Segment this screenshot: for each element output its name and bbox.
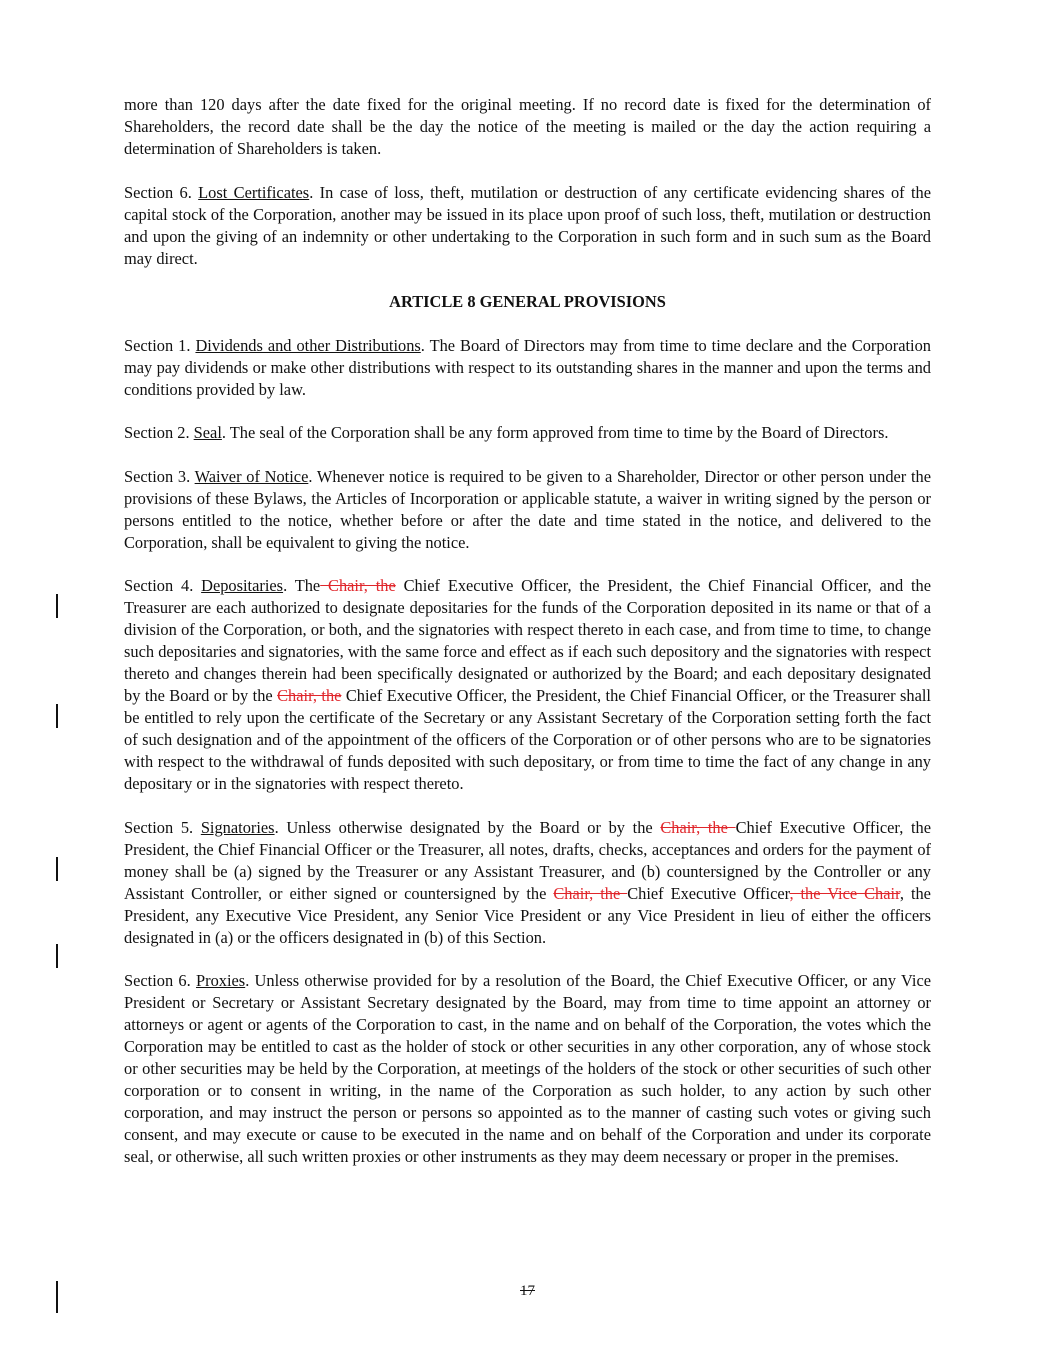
section-prefix: Section 3. [124,466,195,486]
section-title: Proxies [196,971,246,990]
section-title: Seal [193,423,222,442]
section-prefix: Section 6. [124,971,196,990]
section-text: . Unless otherwise designated by the Board or by the [274,817,661,837]
section-text: . Unless otherwise provided for by a resolution of the Board, the Chief Executive Officer, or any Vice President or Secretary or Assistant Secretary designated by the Board, may from time to time appoint an attorney or attorneys or agent or agents of the Corporation to cast, in the name and on behalf of the Corporation, the votes which the Corporation may be entitled to cast as the holder of stock or other securities in any other corporation, any of whose stock or other securities may be held by the Corporation, at meetings of the holders of the stock or other securities of such other corporation or to consent in writing, in the name of the Corporation as such holder, to any action by such other corporation, and may instruct the person or persons so appointed as to the manner of casting such votes or giving such consent, and may execute or cause to be executed in the name and on behalf of the Corporation and under its corporate seal, or otherwise, all such written proxies or other instruments as they may deem necessary or proper in the premises. [124,971,931,1166]
change-bar [56,944,58,968]
section-text: . The Board of Directors may from time to time declare and the Corporation may pay dividends or make other distributions with respect to its outstanding shares in the manner and upon the terms and conditions provided by law. [124,335,932,399]
section-text: . The [283,576,321,595]
deleted-text: Chair, the [277,686,342,705]
section-signatories [124,817,931,949]
section-title: Waiver of Notice [194,466,309,486]
section-dividends [124,335,931,401]
section-depositaries [124,575,931,795]
section-text: Chief Executive Officer, the President, the Chief Financial Officer, or the Treasurer shall be entitled to rely upon the certificate of the Secretary or any Assistant Secretary of the Corporation setting forth the fact of such designation and of the appointment of the officers of the Corporation or of other persons who are to be signatories with respect to the withdrawal of funds deposited with such depositary, or from time to time the fact of any change in any depositary or in the signatories with respect thereto. [124,686,931,793]
section-title: Lost Certificates [198,182,310,202]
document-page [124,94,931,1190]
section-seal [124,422,931,444]
deleted-text: Chair, the [320,576,396,595]
opening-text: more than 120 days after the date fixed for the original meeting. If no record date is fixed for the determination of Shareholders, the record date shall be the day the notice of the meeting is mailed or the day the action requiring a determination of Shareholders is taken. [124,95,931,158]
section-text: . In case of loss, theft, mutilation or destruction of any certificate evidencing shares of the capital stock of the Corporation, another may be issued in its place upon proof of such loss, theft, mutilation or destruction and upon the giving of an indemnity or other undertaking to the Corporation in such form and in such sum as the Board may direct. [124,182,931,268]
change-bar [56,857,58,881]
section-waiver [124,466,931,554]
deleted-text: , the Vice Chair [789,883,900,903]
section-prefix: Section 5. [124,817,201,837]
section-text: Chief Executive Officer, the President, the Chief Financial Officer, and the Treasurer are each authorized to designate depositaries for the funds of the Corporation deposited in its name or that of a division of the Corporation, or both, and the signatories with respect thereto in each case, and from time to time, to change such depositaries and signatories, with the same force and effect as if each such depository and the signatories with respect thereto and changes therein had been specifically designated or authorized by the Board; and each depositary designated by the Board or by the [124,576,931,705]
section-prefix: Section 4. [124,576,202,595]
section-text: , the President, any Executive Vice President, any Senior Vice President or any Vice President in lieu of either the officers designated in (a) or the officers designated in (b) of this Section. [124,883,931,947]
change-bar [56,594,58,618]
section-text: Chief Executive Officer [627,883,790,903]
section-prefix: Section 1. [124,335,196,355]
opening-paragraph [124,94,931,160]
section-prefix: Section 6. [124,182,199,202]
article-heading: ARTICLE 8 GENERAL PROVISIONS [389,292,666,311]
section-text: . Whenever notice is required to be given to a Shareholder, Director or other person under the provisions of these Bylaws, the Articles of Incorporation or applicable statute, a waiver in writing signed by the person or persons entitled to the notice, whether before or after the date and time stated in the notice, and delivered to the Corporation, shall be equivalent to giving the notice. [124,466,932,552]
section-title: Dividends and other Distributions [195,335,421,355]
deleted-text: Chair, the [553,883,628,903]
page-number: 17 [520,1283,535,1299]
section-title: Depositaries [201,576,284,595]
section-proxies [124,970,931,1168]
section-text: Chief Executive Officer, the President, the Chief Financial Officer or the Treasurer, all notes, drafts, checks, acceptances and orders for the payment of money shall be (a) signed by the Treasurer or any Assistant Treasurer, and (b) countersigned by the Controller or any Assistant Controller, or either signed or countersigned by the [124,817,932,903]
section-title: Signatories [200,817,275,837]
section-lost-certificates [124,182,931,270]
deleted-text: Chair, the [660,817,736,837]
change-bar [56,704,58,728]
section-text: . The seal of the Corporation shall be any form approved from time to time by the Board of Directors. [221,423,889,442]
section-prefix: Section 2. [124,423,194,442]
